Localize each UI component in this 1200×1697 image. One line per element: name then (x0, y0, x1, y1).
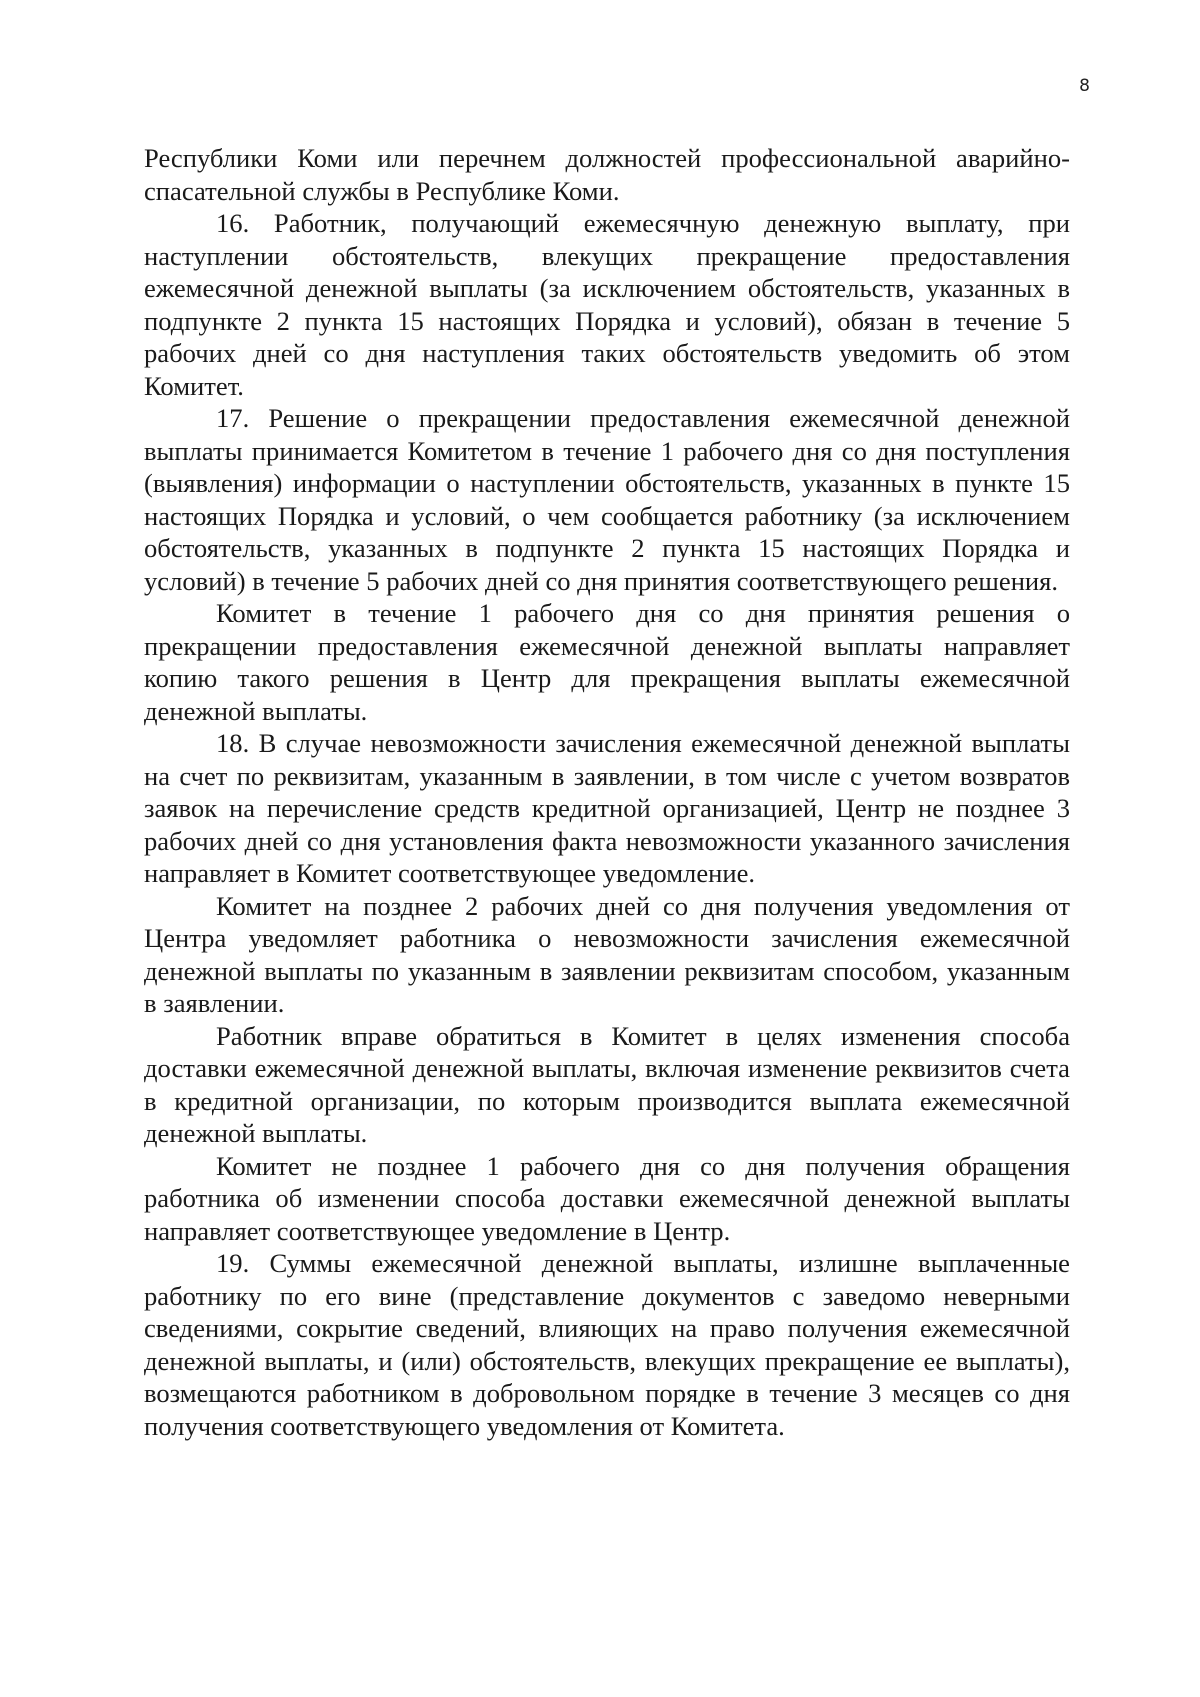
paragraph-committee-request-processing: Комитет не позднее 1 рабочего дня со дня получения обращения работника об изменении способа доставки ежемесячной денежной выплаты направляет соответствующее уведомление в Центр. (144, 1150, 1070, 1246)
paragraph-item-19: 19. Суммы ежемесячной денежной выплаты, излишне выплаченные работнику по его вине (представление документов с заведомо неверными сведениями, сокрытие сведений, влияющих на право получения ежемесячной денежной выплаты, и (или) обстоятельств, влекущих прекращение ее выплаты), возмещаются работником в добровольном порядке в течение 3 месяцев со дня получения соответствующего уведомления от Комитета. (144, 1248, 1070, 1441)
paragraph-worker-request: Работник вправе обратиться в Комитет в целях изменения способа доставки ежемесячной денежной выплаты, включая изменение реквизитов счета в кредитной организации, по которым производится выплата ежемесячной денежной выплаты. (144, 1020, 1070, 1148)
page-number: 8 (1079, 76, 1090, 96)
paragraph-committee-decision-copy: Комитет в течение 1 рабочего дня со дня принятия решения о прекращении предоставления ежемесячной денежной выплаты направляет копию такого решения в Центр для прекращения выплаты ежемесячной денежной выплаты. (144, 598, 1070, 726)
paragraph-item-16: 16. Работник, получающий ежемесячную денежную выплату, при наступлении обстоятельств, влекущих прекращение предоставления ежемесячной денежной выплаты (за исключением обстоятельств, указанных в подпункте 2 пункта 15 настоящих Порядка и условий), обязан в течение 5 рабочих дней со дня наступления таких обстоятельств уведомить об этом Комитет. (144, 208, 1070, 401)
paragraph-item-18: 18. В случае невозможности зачисления ежемесячной денежной выплаты на счет по реквизитам, указанным в заявлении, в том числе с учетом возвратов заявок на перечисление средств кредитной организацией, Центр не позднее 3 рабочих дней со дня установления факта невозможности указанного зачисления направляет в Комитет соответствующее уведомление. (144, 728, 1070, 888)
paragraph-item-17: 17. Решение о прекращении предоставления ежемесячной денежной выплаты принимается Комитетом в течение 1 рабочего дня со дня поступления (выявления) информации о наступлении обстоятельств, указанных в пункте 15 настоящих Порядка и условий, о чем сообщается работнику (за исключением обстоятельств, указанных в подпункте 2 пункта 15 настоящих Порядка и условий) в течение 5 рабочих дней со дня принятия соответствующего решения. (144, 403, 1070, 596)
document-body (144, 142, 1070, 1442)
paragraph-continuation: Республики Коми или перечнем должностей профессиональной аварийно-спасательной службы в Республике Коми. (144, 143, 1070, 206)
paragraph-committee-notification: Комитет на позднее 2 рабочих дней со дня получения уведомления от Центра уведомляет работника о невозможности зачисления ежемесячной денежной выплаты по указанным в заявлении реквизитам способом, указанным в заявлении. (144, 890, 1070, 1018)
